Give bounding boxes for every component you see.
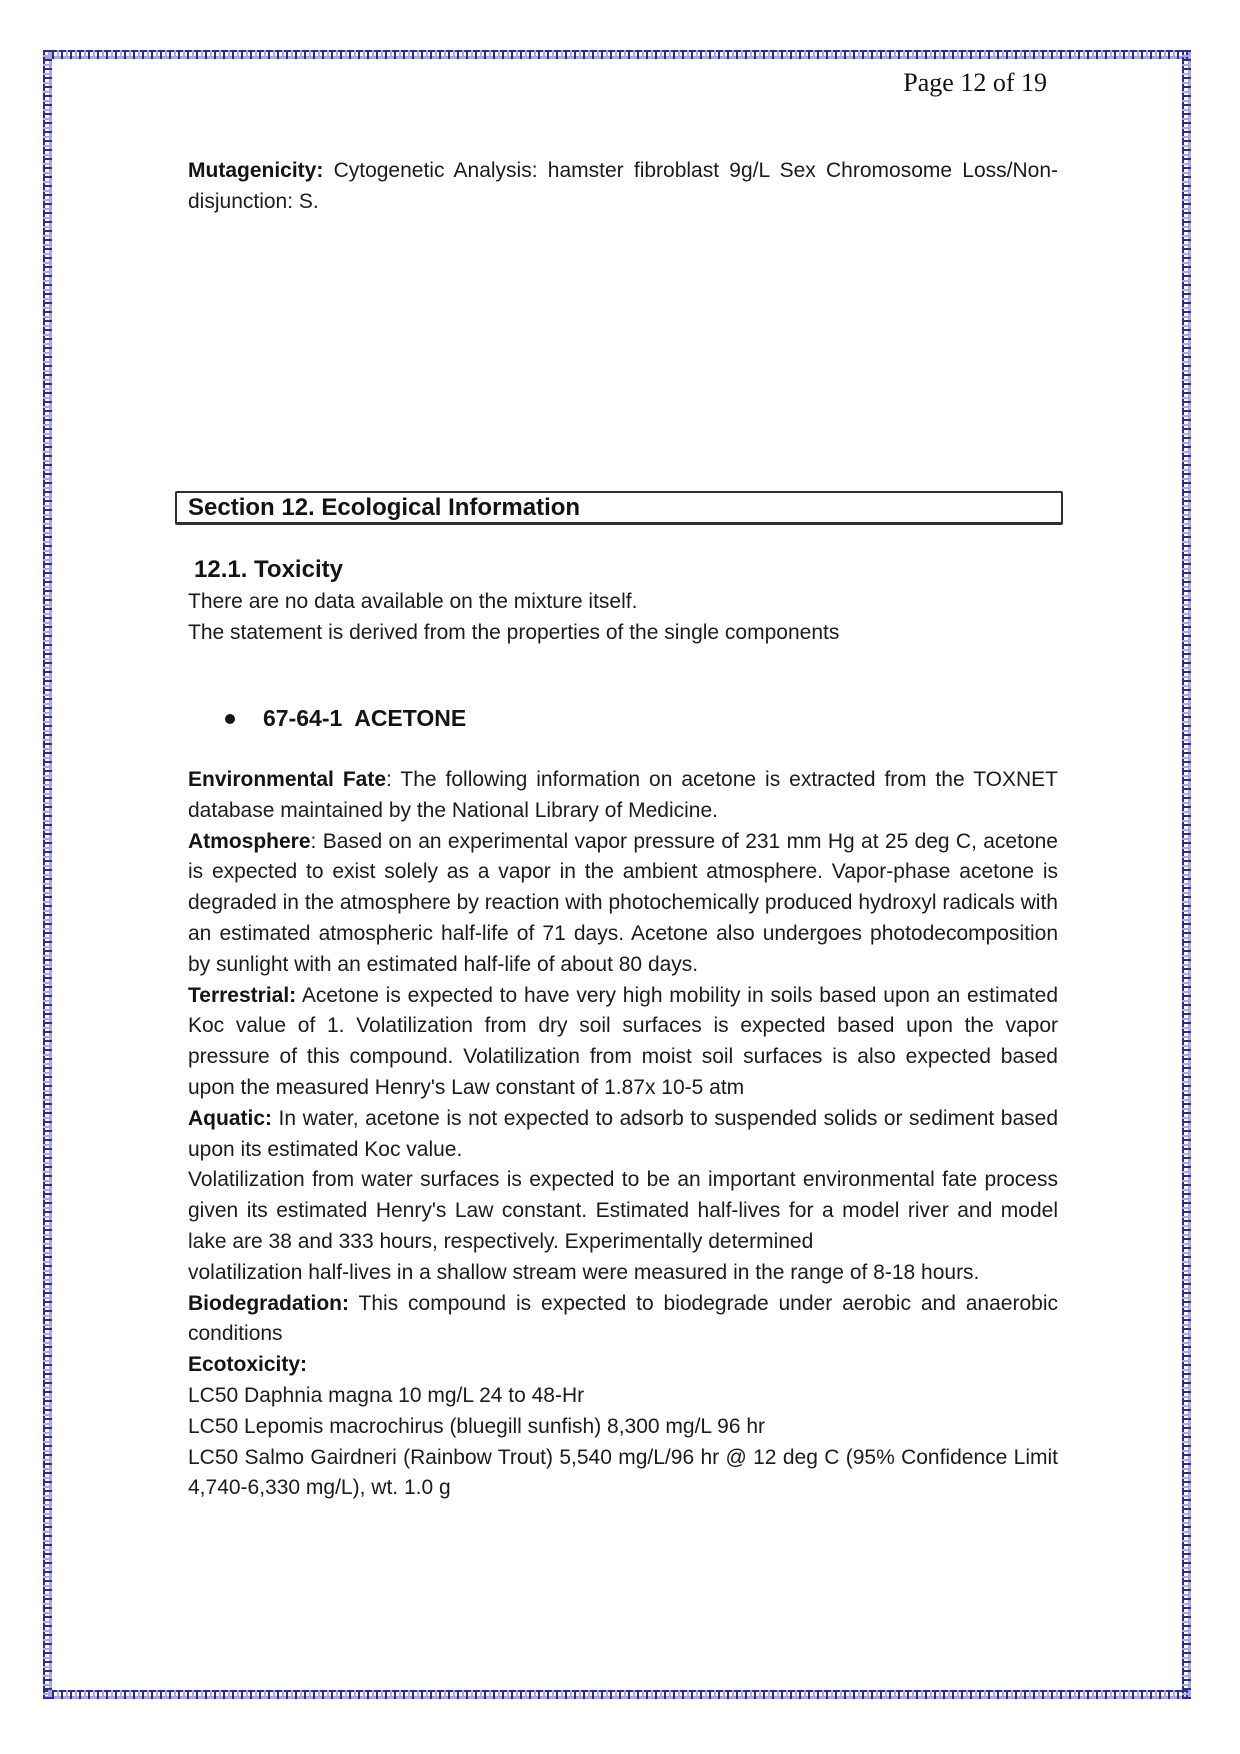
paragraph — [188, 827, 1058, 981]
component-bullet-item — [225, 703, 466, 734]
paragraph — [188, 1289, 1058, 1351]
subsection-12-1-title: 12.1. Toxicity — [194, 556, 343, 583]
paragraph-text: LC50 Daphnia magna 10 mg/L 24 to 48-Hr — [188, 1383, 585, 1407]
paragraph-label: Aquatic: — [188, 1106, 272, 1130]
toxicity-line: There are no data available on the mixture itself. — [188, 590, 638, 613]
paragraph — [188, 1165, 1058, 1257]
paragraph-text: LC50 Salmo Gairdneri (Rainbow Trout) 5,540 mg/L/96 hr @ 12 deg C (95% Confidence Limit 4,740-6,330 mg/L), wt. 1.0 g — [188, 1445, 1058, 1500]
toxicity-line: The statement is derived from the properties of the single components — [188, 621, 840, 644]
paragraph — [188, 765, 1058, 827]
toxicity-statement-lines — [188, 586, 1058, 648]
paragraph-text: Volatilization from water surfaces is expected to be an important environmental fate process given its estimated Henry's Law constant. Estimated half-lives for a model river and model lake are 38 and 333 hours, respectively. Experimentally determined — [188, 1168, 1058, 1253]
border-left — [43, 50, 52, 1699]
paragraph-text: This compound is expected to biodegrade under aerobic and anaerobic conditions — [188, 1291, 1058, 1346]
paragraph-label: Terrestrial: — [188, 983, 297, 1007]
paragraph — [188, 1104, 1058, 1166]
paragraph-text: volatilization half-lives in a shallow stream were measured in the range of 8-18 hours. — [188, 1260, 980, 1284]
page-number: Page 12 of 19 — [903, 68, 1047, 97]
paragraph-text: LC50 Lepomis macrochirus (bluegill sunfish) 8,300 mg/L 96 hr — [188, 1414, 766, 1438]
paragraph-label: Environmental Fate — [188, 768, 386, 791]
border-right — [1182, 50, 1191, 1699]
mutagenicity-paragraph — [188, 155, 1058, 217]
bullet-icon — [225, 714, 235, 724]
paragraph-text: : The following information on acetone is extracted from the TOXNET database maintained by the National Library of Medicine. — [188, 768, 1058, 822]
paragraph-text: : Based on an experimental vapor pressure of 231 mm Hg at 25 deg C, acetone is expected to exist solely as a vapor in the ambient atmosphere. Vapor-phase acetone is degraded in the atmosphere by reaction with photochemically produced hydroxyl radicals with an estimated atmospheric half-life of 71 days. Acetone also undergoes photodecomposition by sunlight with an estimated half-life of about 80 days. — [188, 829, 1058, 976]
paragraph — [188, 981, 1058, 1104]
paragraph-label: Biodegradation: — [188, 1291, 349, 1315]
paragraph-text: In water, acetone is not expected to adsorb to suspended solids or sediment based upon its estimated Koc value. — [188, 1106, 1058, 1161]
paragraph-label: Ecotoxicity: — [188, 1353, 308, 1377]
paragraph — [188, 1350, 1058, 1381]
component-cas-name: 67-64-1 ACETONE — [263, 705, 467, 731]
paragraph-label: Atmosphere — [188, 829, 311, 853]
paragraph — [188, 1258, 1058, 1289]
paragraph-text: Acetone is expected to have very high mobility in soils based upon an estimated Koc value of 1. Volatilization from dry soil surfaces is expected based upon the vapor pressure of this compound. Volatilization from moist soil surfaces is also expected based upon the measured Henry's Law constant of 1.87x 10-5 atm — [188, 983, 1058, 1099]
ecological-information-paragraphs — [188, 765, 1058, 1504]
mutagenicity-text: Cytogenetic Analysis: hamster fibroblast 9g/L Sex Chromosome Loss/Non-disjunction: S. — [188, 159, 1058, 213]
paragraph — [188, 1412, 1058, 1443]
paragraph — [188, 1381, 1058, 1412]
section-12-header-box — [175, 491, 1063, 525]
paragraph — [188, 1443, 1058, 1505]
border-bottom — [43, 1690, 1191, 1699]
border-top — [43, 50, 1191, 59]
section-12-title: Section 12. Ecological Information — [188, 493, 581, 521]
mutagenicity-label: Mutagenicity: — [188, 159, 324, 182]
